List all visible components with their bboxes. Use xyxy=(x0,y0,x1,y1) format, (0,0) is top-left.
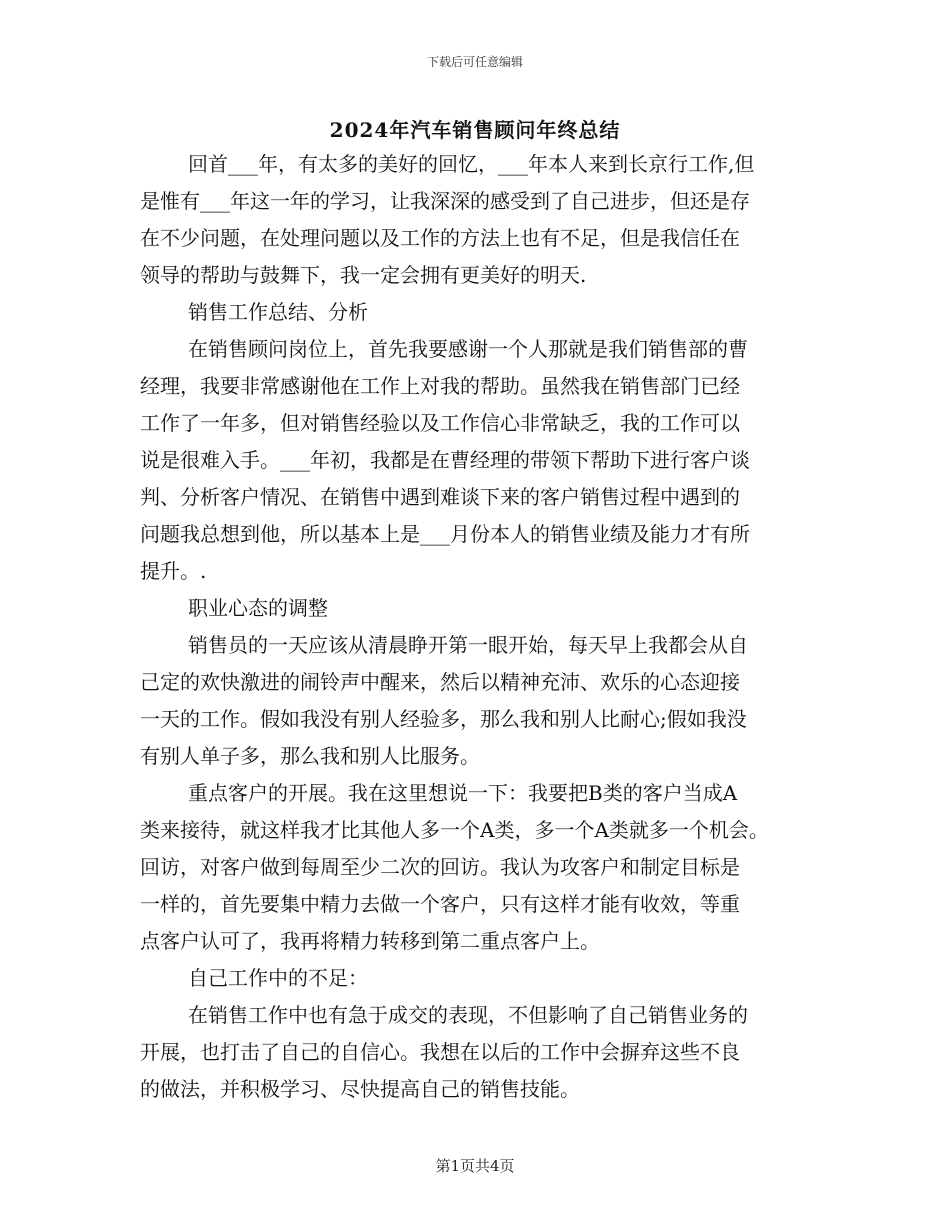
page-header: 下载后可任意编辑 xyxy=(426,55,523,69)
body-line: 经理，我要非常感谢他在工作上对我的帮助。虽然我在销售部门已经 xyxy=(140,374,740,398)
body-line: 判、分析客户情况、在销售中遇到难谈下来的客户销售过程中遇到的 xyxy=(140,485,740,509)
body-line: 说是很难入手。___年初，我都是在曹经理的带领下帮助下进行客户谈 xyxy=(140,448,750,472)
body-line: 在销售顾问岗位上，首先我要感谢一个人那就是我们销售部的曹 xyxy=(188,337,748,361)
body-line: 类来接待，就这样我才比其他人多一个A类，多一个A类就多一个机会。 xyxy=(140,818,769,842)
body-line: 工作了一年多，但对销售经验以及工作信心非常缺乏，我的工作可以 xyxy=(140,411,740,435)
document-body xyxy=(140,146,830,1108)
body-line: 开展，也打击了自己的自信心。我想在以后的工作中会摒弃这些不良 xyxy=(140,1040,740,1064)
body-line: 有别人单子多，那么我和别人比服务。 xyxy=(140,744,480,768)
section-heading: 职业心态的调整 xyxy=(188,596,328,620)
body-line: 的做法，并积极学习、尽快提高自己的销售技能。 xyxy=(140,1077,580,1101)
document-title: 2024年汽车销售顾问年终总结 xyxy=(329,118,621,142)
body-line: 在销售工作中也有急于成交的表现，不但影响了自己销售业务的 xyxy=(188,1003,748,1027)
body-line: 回首___年，有太多的美好的回忆，___年本人来到长京行工作,但 xyxy=(188,152,755,176)
section-heading: 自己工作中的不足： xyxy=(188,966,368,990)
body-line: 一样的，首先要集中精力去做一个客户，只有这样才能有收效，等重 xyxy=(140,892,740,916)
body-line: 回访，对客户做到每周至少二次的回访。我认为攻客户和制定目标是 xyxy=(140,855,740,879)
body-line: 问题我总想到他，所以基本上是___月份本人的销售业绩及能力才有所 xyxy=(140,522,750,546)
body-line: 己定的欢快激进的闹铃声中醒来，然后以精神充沛、欢乐的心态迎接 xyxy=(140,670,740,694)
body-line: 重点客户的开展。我在这里想说一下：我要把B类的客户当成A xyxy=(188,781,738,805)
body-line: 一天的工作。假如我没有别人经验多，那么我和别人比耐心;假如我没 xyxy=(140,707,747,731)
body-line: 销售员的一天应该从清晨睁开第一眼开始，每天早上我都会从自 xyxy=(188,633,748,657)
body-line: 是惟有___年这一年的学习，让我深深的感受到了自己进步，但还是存 xyxy=(140,189,750,213)
body-line: 领导的帮助与鼓舞下，我一定会拥有更美好的明天. xyxy=(140,263,587,287)
page-footer: 第1页共4页 xyxy=(435,1157,515,1175)
body-line: 提升。. xyxy=(140,559,207,583)
section-heading: 销售工作总结、分析 xyxy=(188,300,368,324)
body-line: 在不少问题，在处理问题以及工作的方法上也有不足，但是我信任在 xyxy=(140,226,740,250)
body-line: 点客户认可了，我再将精力转移到第二重点客户上。 xyxy=(140,929,600,953)
